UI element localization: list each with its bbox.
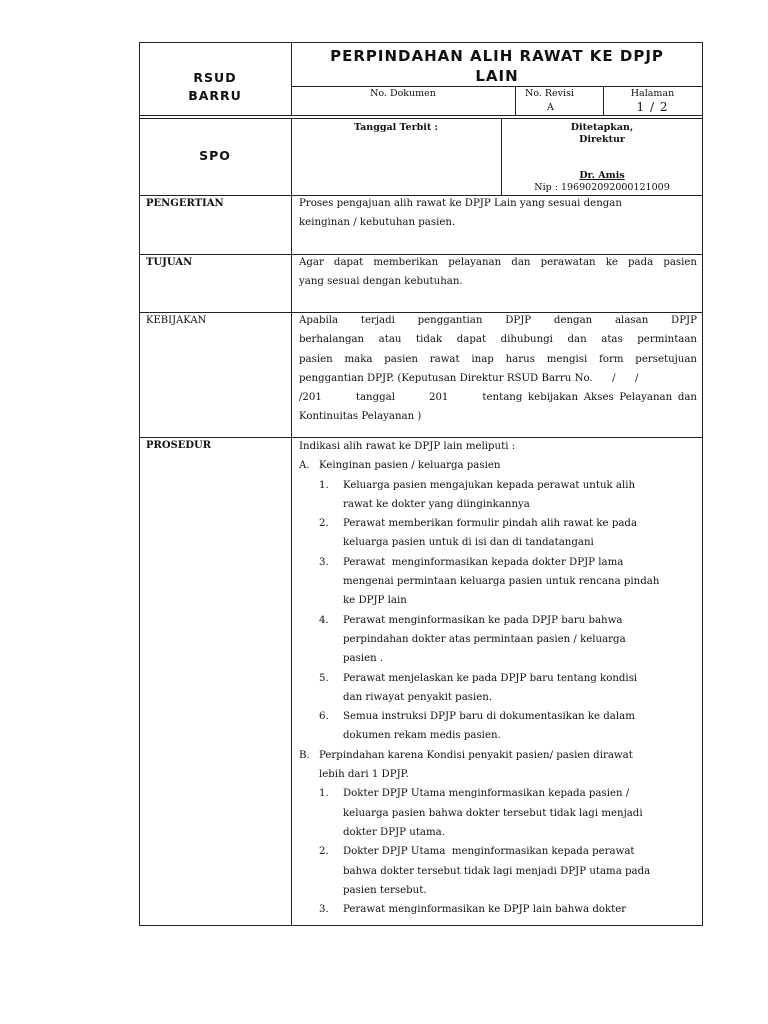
doc-number-label: No. Dokumen (370, 88, 436, 99)
document-type: SPO (199, 148, 231, 163)
procedure-step: 1. Keluarga pasien mengajukan kepada perawat untuk alih rawat ke dokter yang diinginkannya (319, 479, 636, 510)
approval-block: Ditetapkan, Direktur (570, 122, 634, 145)
director-name: Dr. Amis (579, 170, 625, 181)
section-text-prosedur (299, 437, 699, 919)
procedure-step: 5. Perawat menjelaskan ke pada DPJP baru tentang kondisi dan riwayat penyakit pasien. (319, 672, 638, 703)
revision-value: A (547, 102, 554, 113)
director-nip: Nip : 196902092000121009 (534, 182, 670, 193)
procedure-group-b: B. Perpindahan karena Kondisi penyakit pasien/ pasien dirawat lebih dari 1 DPJP. (299, 749, 633, 781)
page-label: Halaman (630, 88, 675, 99)
section-label-tujuan: TUJUAN (146, 257, 193, 268)
section-text-kebijakan: Apabila terjadi penggantian DPJP dengan alasan DPJP berhalangan atau tidak dapat dihubungi dan atas permintaan pasien maka pasien rawat inap harus mengisi form persetujuan penggantian DPJP. (Keputusan Direktur RSUD Barru No. / / /201 tanggal 201 tentang kebijakan Akses Pelayanan dan Kontinuitas Pelayanan ) (299, 315, 697, 423)
document-table (139, 42, 703, 926)
institution-name: RSUD BARRU (188, 70, 242, 103)
procedure-step: 3. Perawat menginformasikan kepada dokter DPJP lama mengenai permintaan keluarga pasien untuk rencana pindah ke DPJP lain (319, 556, 660, 607)
procedure-group-a: A. Keinginan pasien / keluarga pasien (299, 460, 501, 472)
revision-label: No. Revisi (525, 88, 574, 99)
section-text-tujuan: Agar dapat memberikan pelayanan dan perawatan ke pada pasien yang sesuai dengan kebutuhan. (299, 257, 697, 288)
section-text-pengertian: Proses pengajuan alih rawat ke DPJP Lain yang sesuai dengan keinginan / kebutuhan pasien. (299, 198, 622, 229)
prosedur-intro: Indikasi alih rawat ke DPJP lain meliputi : (299, 441, 516, 452)
document-title: PERPINDAHAN ALIH RAWAT KE DPJP LAIN (330, 47, 664, 85)
procedure-step: 6. Semua instruksi DPJP baru di dokumentasikan ke dalam dokumen rekam medis pasien. (319, 711, 635, 742)
procedure-step: 4. Perawat menginformasikan ke pada DPJP baru bahwa perpindahan dokter atas permintaan pasien / keluarga pasien . (319, 614, 626, 665)
procedure-step: 2. Dokter DPJP Utama menginformasikan kepada perawat bahwa dokter tersebut tidak lagi menjadi DPJP utama pada pasien tersebut. (319, 846, 651, 896)
procedure-step: 1. Dokter DPJP Utama menginformasikan kepada pasien / keluarga pasien bahwa dokter tersebut tidak lagi menjadi dokter DPJP utama. (319, 788, 643, 838)
procedure-step: 3. Perawat menginformasikan ke DPJP lain bahwa dokter (319, 904, 627, 916)
procedure-step: 2. Perawat memberikan formulir pindah alih rawat ke pada keluarga pasien untuk di isi dan di tandatangani (319, 518, 638, 549)
section-label-prosedur: PROSEDUR (146, 440, 212, 451)
section-label-kebijakan: KEBIJAKAN (146, 315, 207, 326)
issue-date-label: Tanggal Terbit : (353, 122, 439, 133)
section-label-pengertian: PENGERTIAN (146, 198, 224, 209)
page-number: 1 / 2 (636, 100, 669, 114)
